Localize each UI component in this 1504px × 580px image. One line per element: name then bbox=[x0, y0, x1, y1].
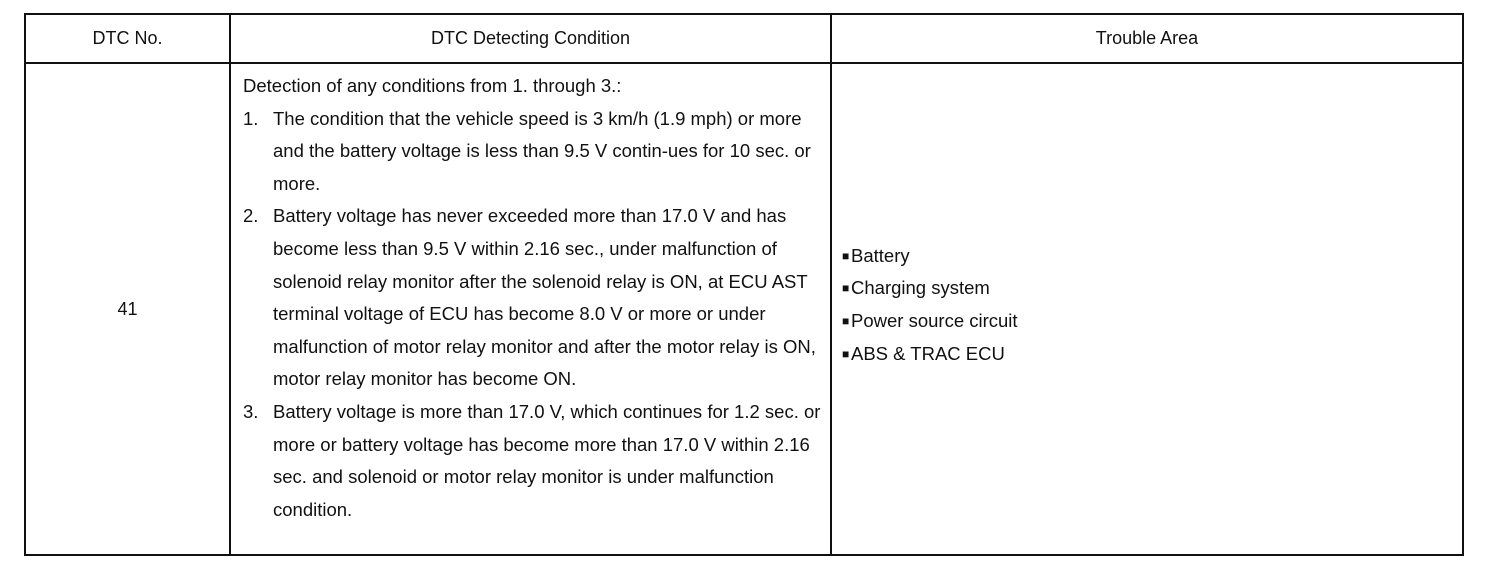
dtc-table bbox=[24, 13, 1464, 556]
condition-number: 2. bbox=[243, 205, 259, 227]
table-row bbox=[25, 63, 1463, 555]
condition-item bbox=[243, 396, 824, 526]
condition-intro: Detection of any conditions from 1. through 3.: bbox=[243, 75, 622, 96]
trouble-area-item bbox=[842, 272, 1462, 305]
bullet-icon: ■ bbox=[842, 314, 850, 328]
trouble-area-item bbox=[842, 338, 1462, 371]
header-dtc-no: DTC No. bbox=[25, 14, 230, 63]
header-detecting-condition: DTC Detecting Condition bbox=[230, 14, 831, 63]
condition-text: Battery voltage has never exceeded more than 17.0 V and has become less than 9.5 V within 2.16 sec., under malfunction of solenoid relay monitor after the solenoid relay is ON, at ECU AST terminal voltage of ECU has become 8.0 V or more or under malfunction of motor relay monitor and after the motor relay is ON, motor relay monitor has become ON. bbox=[273, 205, 816, 390]
dtc-number: 41 bbox=[25, 63, 230, 555]
trouble-area-text: Battery bbox=[851, 244, 910, 266]
trouble-area-text: ABS & TRAC ECU bbox=[851, 342, 1005, 364]
trouble-area-item bbox=[842, 305, 1462, 338]
bullet-icon: ■ bbox=[842, 346, 850, 361]
condition-text: Battery voltage is more than 17.0 V, which continues for 1.2 sec. or more or battery voltage has become more than 17.0 V within 2.16 sec. and solenoid or motor relay monitor is under malfunction condition. bbox=[273, 400, 821, 520]
trouble-area-text: Power source circuit bbox=[851, 310, 1018, 331]
condition-text: The condition that the vehicle speed is 3 km/h (1.9 mph) or more and the battery voltage is less than 9.5 V contin-ues for 10 sec. or more. bbox=[273, 107, 811, 194]
trouble-area-cell bbox=[831, 63, 1463, 555]
trouble-area-text: Charging system bbox=[851, 277, 990, 299]
detecting-condition-cell bbox=[230, 63, 831, 555]
bullet-icon: ■ bbox=[842, 248, 850, 263]
condition-number: 1. bbox=[243, 107, 259, 129]
header-trouble-area: Trouble Area bbox=[831, 14, 1463, 63]
condition-item bbox=[243, 103, 824, 201]
bullet-icon: ■ bbox=[842, 281, 850, 296]
condition-list bbox=[243, 103, 824, 527]
table-header-row bbox=[25, 14, 1463, 63]
condition-item bbox=[243, 200, 824, 396]
trouble-area-list bbox=[832, 240, 1462, 378]
trouble-area-item bbox=[842, 240, 1462, 273]
condition-number: 3. bbox=[243, 400, 259, 422]
